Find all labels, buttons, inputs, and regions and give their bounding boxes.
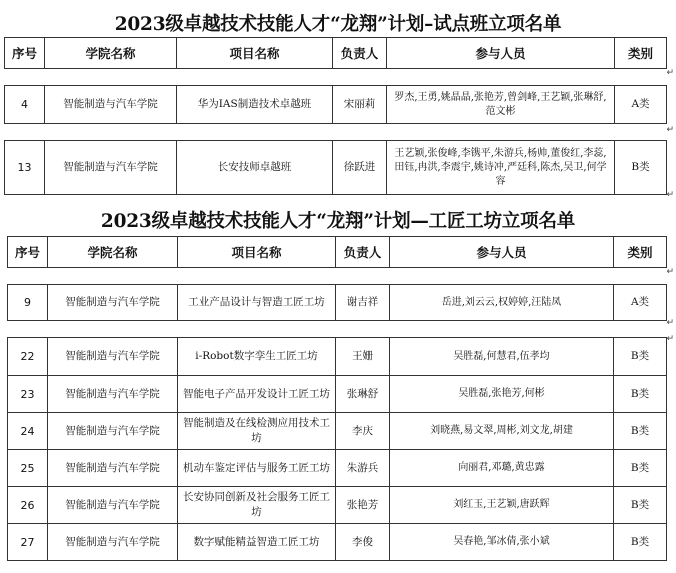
- return-mark-icon: ↵: [666, 190, 674, 200]
- cell-category: B类: [614, 487, 667, 524]
- cell-no: 13: [5, 141, 45, 195]
- cell-members: 王艺颖,张俊峰,李镌平,朱游兵,杨帅,董俊红,李蕊,田钰,冉洪,李震宇,姚诗冲,严廷科,陈杰,吴卫,何学容: [387, 141, 615, 195]
- cell-college: 智能制造与汽车学院: [48, 285, 178, 321]
- cell-category: B类: [614, 338, 667, 376]
- cell-college: 智能制造与汽车学院: [48, 413, 178, 450]
- table-row: [8, 338, 667, 376]
- table-row: [8, 285, 667, 321]
- return-mark-icon: ↵: [666, 125, 674, 135]
- cell-no: 23: [8, 376, 48, 413]
- cell-members: 吴春艳,邹冰倩,张小斌: [390, 524, 614, 561]
- cell-leader: 宋丽莉: [333, 86, 387, 124]
- cell-leader: 张琳舒: [336, 376, 390, 413]
- cell-no: 24: [8, 413, 48, 450]
- cell-leader: 李庆: [336, 413, 390, 450]
- table-row: [5, 86, 667, 124]
- cell-no: 26: [8, 487, 48, 524]
- cell-category: B类: [614, 450, 667, 487]
- header-project: 项目名称: [177, 38, 333, 69]
- cell-college: 智能制造与汽车学院: [48, 376, 178, 413]
- cell-project: 智能电子产品开发设计工匠工坊: [178, 376, 336, 413]
- cell-members: 刘红玉,王艺颖,唐跃辉: [390, 487, 614, 524]
- cell-members: 岳进,刘云云,权婷婷,汪陆凤: [390, 285, 614, 321]
- header-leader: 负责人: [333, 38, 387, 69]
- header-project: 项目名称: [178, 237, 336, 268]
- header-leader: 负责人: [336, 237, 390, 268]
- header-college: 学院名称: [45, 38, 177, 69]
- cell-category: A类: [614, 285, 667, 321]
- cell-leader: 谢吉祥: [336, 285, 390, 321]
- table-row: [8, 524, 667, 561]
- table-header-row: [5, 38, 667, 69]
- table-gap: [5, 69, 667, 86]
- cell-category: B类: [614, 413, 667, 450]
- cell-category: A类: [615, 86, 667, 124]
- cell-members: 刘晓燕,易文翠,周彬,刘文龙,胡建: [390, 413, 614, 450]
- cell-project: 华为IAS制造技术卓越班: [177, 86, 333, 124]
- cell-leader: 朱游兵: [336, 450, 390, 487]
- cell-no: 9: [8, 285, 48, 321]
- table-gap: [8, 268, 667, 285]
- table-row: [8, 376, 667, 413]
- cell-leader: 徐跃进: [333, 141, 387, 195]
- table-row: [5, 141, 667, 195]
- cell-college: 智能制造与汽车学院: [48, 338, 178, 376]
- cell-no: 27: [8, 524, 48, 561]
- cell-project: 长安协同创新及社会服务工匠工坊: [178, 487, 336, 524]
- cell-college: 智能制造与汽车学院: [48, 450, 178, 487]
- table-gap: [8, 321, 667, 338]
- cell-leader: 李俊: [336, 524, 390, 561]
- header-no: 序号: [5, 38, 45, 69]
- cell-college: 智能制造与汽车学院: [45, 141, 177, 195]
- cell-project: 长安技师卓越班: [177, 141, 333, 195]
- cell-leader: 张艳芳: [336, 487, 390, 524]
- cell-category: B类: [614, 524, 667, 561]
- return-mark-icon: ↵: [666, 68, 674, 78]
- table-gap: [5, 124, 667, 141]
- cell-leader: 王姗: [336, 338, 390, 376]
- cell-no: 4: [5, 86, 45, 124]
- cell-no: 22: [8, 338, 48, 376]
- header-college: 学院名称: [48, 237, 178, 268]
- cell-category: B类: [614, 376, 667, 413]
- cell-no: 25: [8, 450, 48, 487]
- cell-members: 罗杰,王勇,姚晶晶,张艳芳,曾剑峰,王艺颖,张琳舒,范文彬: [387, 86, 615, 124]
- header-members: 参与人员: [387, 38, 615, 69]
- cell-project: 智能制造及在线检测应用技术工坊: [178, 413, 336, 450]
- return-mark-icon: ↵: [666, 267, 674, 277]
- section1-title: 2023级卓越技术技能人才“龙翔”计划–试点班立项名单: [114, 14, 562, 35]
- section2-title: 2023级卓越技术技能人才“龙翔”计划—工匠工坊立项名单: [100, 211, 576, 232]
- table-row: [8, 413, 667, 450]
- cell-project: 数字赋能精益智造工匠工坊: [178, 524, 336, 561]
- header-category: 类别: [614, 237, 667, 268]
- table-header-row: [8, 237, 667, 268]
- header-no: 序号: [8, 237, 48, 268]
- cell-category: B类: [615, 141, 667, 195]
- cell-college: 智能制造与汽车学院: [48, 524, 178, 561]
- cell-members: 吴胜磊,张艳芳,何彬: [390, 376, 614, 413]
- cell-members: 吴胜磊,何慧君,伍孝均: [390, 338, 614, 376]
- craftsman-workshop-table: [7, 236, 667, 561]
- header-category: 类别: [615, 38, 667, 69]
- return-mark-icon: ↵: [666, 318, 674, 328]
- cell-college: 智能制造与汽车学院: [45, 86, 177, 124]
- cell-college: 智能制造与汽车学院: [48, 487, 178, 524]
- cell-project: 工业产品设计与智造工匠工坊: [178, 285, 336, 321]
- table-row: [8, 487, 667, 524]
- cell-project: 机动车鉴定评估与服务工匠工坊: [178, 450, 336, 487]
- table-row: [8, 450, 667, 487]
- return-mark-icon: ↵: [666, 334, 674, 344]
- cell-members: 向丽君,邓璐,黄忠露: [390, 450, 614, 487]
- pilot-class-table: [4, 37, 667, 195]
- cell-project: i-Robot数字孪生工匠工坊: [178, 338, 336, 376]
- header-members: 参与人员: [390, 237, 614, 268]
